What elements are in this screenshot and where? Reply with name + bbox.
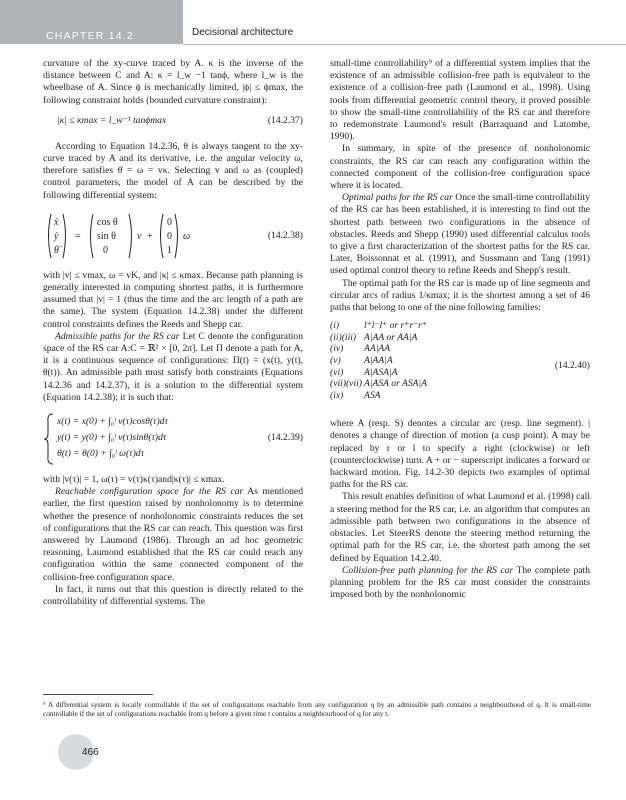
svg-text:ẋ: ẋ <box>54 216 59 228</box>
svg-text:0: 0 <box>167 216 172 228</box>
paragraph: In summary, in spite of the presence of nonholonomic constraints, the RS car can reach any configuration within the connected component of the collision-free configuration space where it is located. <box>330 143 590 192</box>
paragraph: Collision-free path planning for the RS car The complete path planning problem for the RS car must consider the constraints imposed both by the nonholonomic <box>330 564 590 601</box>
svg-text:cos θ: cos θ <box>97 216 118 228</box>
list-item: (i) l⁺l⁻l⁺ or r⁺r⁻r⁺ <box>330 320 427 332</box>
left-column <box>43 58 303 608</box>
paragraph: The optimal path for the RS car is made up of line segments and circular arcs of radius 1/κmax; it is the shortest among a set of 46 paths that belong to one of the nine following families: <box>330 277 590 314</box>
page-header <box>0 0 626 44</box>
svg-text:1: 1 <box>167 244 172 256</box>
header-rule <box>183 44 626 45</box>
matrix-equation-graphic <box>45 210 245 262</box>
equation-body: |κ| ≤ κmax = l_w⁻¹ tanϕmax <box>57 114 167 126</box>
list-item: (vi) A|ASA|A <box>330 366 398 378</box>
equation-number: (14.2.39) <box>267 432 303 444</box>
paragraph: Optimal paths for the RS car Once the small-time controllability of the RS car has been established, it is interesting to find out the shortest path between two configurations in the absence of obstacles. Reeds and Shepp (1990) used differential calculus tools to give a first characterization of the shortest paths for the RS car. Later, Boissonnat et al. (1991), and Sussmann and Tang (1991) used optimal control theory to refine Reeds and Shepp's result. <box>330 192 590 277</box>
chapter-label: CHAPTER 14.2 <box>0 0 183 44</box>
paragraph: with |v(τ)| = 1, ω(τ) = v(τ)κ(τ)and|κ(τ)| ≤ κmax. <box>43 474 225 486</box>
equation-14-2-39 <box>43 412 303 466</box>
paragraph: small-time controllability⁹ of a differential system implies that the existence of an admissible collision-free path is equivalent to the existence of a collision-free path (Laumond et al., 1998). Using tools from differential geometric control theory, it proved possible to show the small-time controllability of the RS car and therefore to redemonstrate Laumond's result (Barraquand and Latombe, 1990). <box>330 58 590 143</box>
equation-number: (14.2.38) <box>267 229 303 241</box>
paragraph: This result enables definition of what Laumond et al. (1998) call a steering method for the RS car, i.e. an algorithm that computes an admissible path between two configurations in the absence of obstacles. Let SteerRS denote the steering method returning the optimal path for the RS car, i.e. the shortest path among the set defined by Equation 14.2.40. <box>330 491 590 564</box>
list-item: (v) A|AA|A <box>330 355 393 367</box>
list-item: (ix) ASA <box>330 389 381 401</box>
equation-system: x(t) = x(0) + ∫₀ᵗ v(τ)cosθ(τ)dτ y(t) = y(0) + ∫₀ᵗ v(τ)sinθ(τ)dτ θ(t) = θ(0) + ∫₀ᵗ ω(τ)dτ <box>57 416 168 460</box>
paragraph: Reachable configuration space for the RS car As mentioned earlier, the first question raised by nonholonomy is to determine whether the presence of nonholonomic constraints reduces the set of configurations that the RS car can reach. This question was first answered by Laumond (1986). Through an ad hoc geometric reasoning, Laumond established that the RS car could reach any configuration within the same connected component of the collision-free configuration space. <box>43 486 303 583</box>
svg-text:v: v <box>137 230 142 242</box>
equation-number: (14.2.37) <box>267 114 303 126</box>
paragraph: Admissible paths for the RS car Let C denote the configuration space of the RS car A:C = ℝ² × [0, 2π]. Let Π denote a path for A, it is a continuous sequence of configurations: Π(t) = (x(t), y(t), θ(t)). An admissible path must satisfy both constraints (Equations 14.2.36 and 14.2.37), it is a solution to the differential system (Equation 14.2.38); it is such that: <box>43 330 303 403</box>
svg-text:sin θ: sin θ <box>97 230 116 242</box>
svg-text:=: = <box>75 230 81 242</box>
svg-text:θ̇: θ̇ <box>54 244 59 256</box>
svg-text:0: 0 <box>167 230 172 242</box>
equation-number: (14.2.40) <box>554 360 590 372</box>
equation-14-2-38 <box>43 210 303 262</box>
right-column <box>330 58 590 601</box>
equation-14-2-37 <box>43 115 303 133</box>
paragraph: where A (resp. S) denotes a circular arc (resp. line segment). | denotes a change of direction of motion (a cusp point). A may be replaced by r or l to specify a right (clockwise) or left (counterclockwise) turn. A + or − superscript indicates a forward or backward motion. Fig. 14.2-30 depicts two examples of optimal paths for the RS car. <box>330 418 590 491</box>
list-item: (iv) AA|AA <box>330 343 391 355</box>
footnote: ⁹ A differential system is locally controllable if the set of configurations reachable from any configuration q by an admissible path contains a neighbourhood of q. It is small-time controllable if the set of configurations reachable from q before a given time t contains a neighbourhood of q for any t. <box>43 700 591 719</box>
paragraph: curvature of the xy-curve traced by A. κ is the inverse of the distance between C and A: κ = l_w −1 tanϕ, where l_w is the wheelbase of A. Since ϕ is mechanically limited, |ϕ| ≤ ϕmax, the following constraint holds (bounded curvature constraint): <box>43 58 303 106</box>
running-title: Decisional architecture <box>192 27 294 38</box>
paragraph: According to Equation 14.2.36, θ is always tangent to the xy-curve traced by A and its derivative, i.e. the angular velocity ω, therefore satisfies θ̇ = ω = vκ. Selecting v and ω as (coupled) control parameters, the model of A can be described by the following differential system: <box>43 140 303 201</box>
svg-text:0: 0 <box>103 244 108 256</box>
list-item: (vii)(vii) A|ASA or ASA|A <box>330 378 428 390</box>
svg-text:ẏ: ẏ <box>54 230 59 242</box>
svg-text:+: + <box>147 230 153 242</box>
path-families-list <box>330 320 590 412</box>
paragraph: with |v| ≤ vmax, ω = vK, and |κ| ≤ κmax. Because path planning is generally interested in computing shortest paths, it is furthermore assumed that |v| = 1 (thus the time and the arc length of a path are the same). The system (Equation 14.2.38) under the different control constraints defines the Reeds and Shepp car. <box>43 269 303 330</box>
svg-text:ω: ω <box>183 230 191 242</box>
footnote-rule <box>43 694 153 695</box>
page-number: 466 <box>82 747 99 758</box>
list-item: (ii)(iii) A|AA or AA|A <box>330 331 418 343</box>
paragraph: In fact, it turns out that this question is directly related to the controllability of differential systems. The <box>43 583 303 608</box>
brace-graphic <box>43 412 55 466</box>
